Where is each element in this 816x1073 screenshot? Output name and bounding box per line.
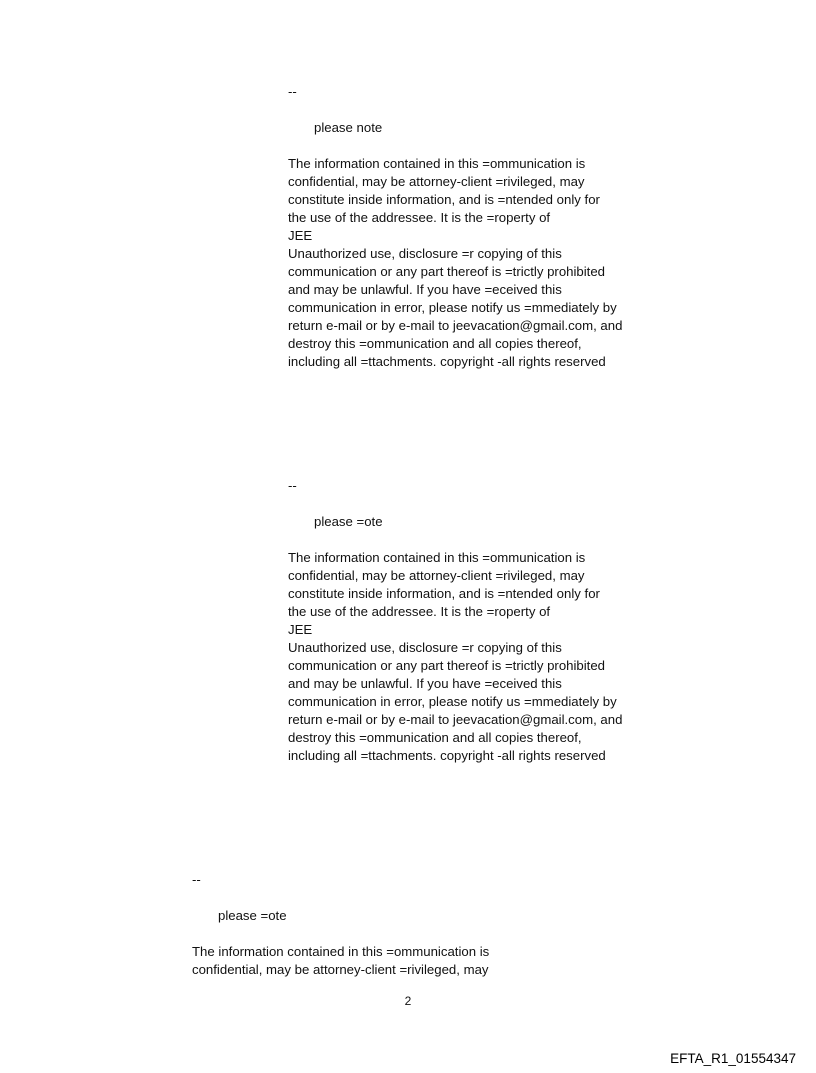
note-heading: please =ote — [218, 908, 287, 923]
disclaimer-line: confidential, may be attorney-client =rivileged, may — [192, 962, 489, 977]
disclaimer-line: the use of the addressee. It is the =roperty of — [288, 210, 551, 225]
page-number: 2 — [404, 994, 412, 1008]
disclaimer-line: The information contained in this =ommunication is — [192, 944, 490, 959]
disclaimer-line: return e-mail or by e-mail to jeevacation@gmail.com, and — [288, 712, 623, 727]
separator: -- — [288, 84, 297, 99]
disclaimer-line: JEE — [288, 228, 313, 243]
disclaimer-line: confidential, may be attorney-client =rivileged, may — [288, 568, 585, 583]
separator: -- — [192, 872, 201, 887]
disclaimer-block-2 — [288, 477, 622, 765]
disclaimer-line: destroy this =ommunication and all copies thereof, — [288, 730, 582, 745]
disclaimer-line: communication in error, please notify us =mmediately by — [288, 300, 617, 315]
disclaimer-line: constitute inside information, and is =ntended only for — [288, 586, 600, 601]
disclaimer-line: The information contained in this =ommunication is — [288, 156, 586, 171]
document-id: EFTA_R1_01554347 — [670, 1051, 796, 1066]
disclaimer-line: confidential, may be attorney-client =rivileged, may — [288, 174, 585, 189]
disclaimer-line: Unauthorized use, disclosure =r copying of this — [288, 246, 562, 261]
disclaimer-block-3 — [192, 871, 489, 979]
disclaimer-line: communication in error, please notify us =mmediately by — [288, 694, 617, 709]
disclaimer-line: Unauthorized use, disclosure =r copying of this — [288, 640, 562, 655]
disclaimer-line: The information contained in this =ommunication is — [288, 550, 586, 565]
disclaimer-line: and may be unlawful. If you have =eceived this — [288, 676, 562, 691]
separator: -- — [288, 478, 297, 493]
note-heading: please =ote — [314, 514, 383, 529]
disclaimer-line: communication or any part thereof is =trictly prohibited — [288, 264, 606, 279]
note-heading: please note — [314, 120, 383, 135]
disclaimer-line: JEE — [288, 622, 313, 637]
disclaimer-block-1 — [288, 83, 622, 371]
disclaimer-line: including all =ttachments. copyright -all rights reserved — [288, 748, 606, 763]
disclaimer-line: the use of the addressee. It is the =roperty of — [288, 604, 551, 619]
disclaimer-line: communication or any part thereof is =trictly prohibited — [288, 658, 606, 673]
disclaimer-line: return e-mail or by e-mail to jeevacation@gmail.com, and — [288, 318, 623, 333]
disclaimer-line: including all =ttachments. copyright -all rights reserved — [288, 354, 606, 369]
disclaimer-line: destroy this =ommunication and all copies thereof, — [288, 336, 582, 351]
disclaimer-line: constitute inside information, and is =ntended only for — [288, 192, 600, 207]
disclaimer-line: and may be unlawful. If you have =eceived this — [288, 282, 562, 297]
